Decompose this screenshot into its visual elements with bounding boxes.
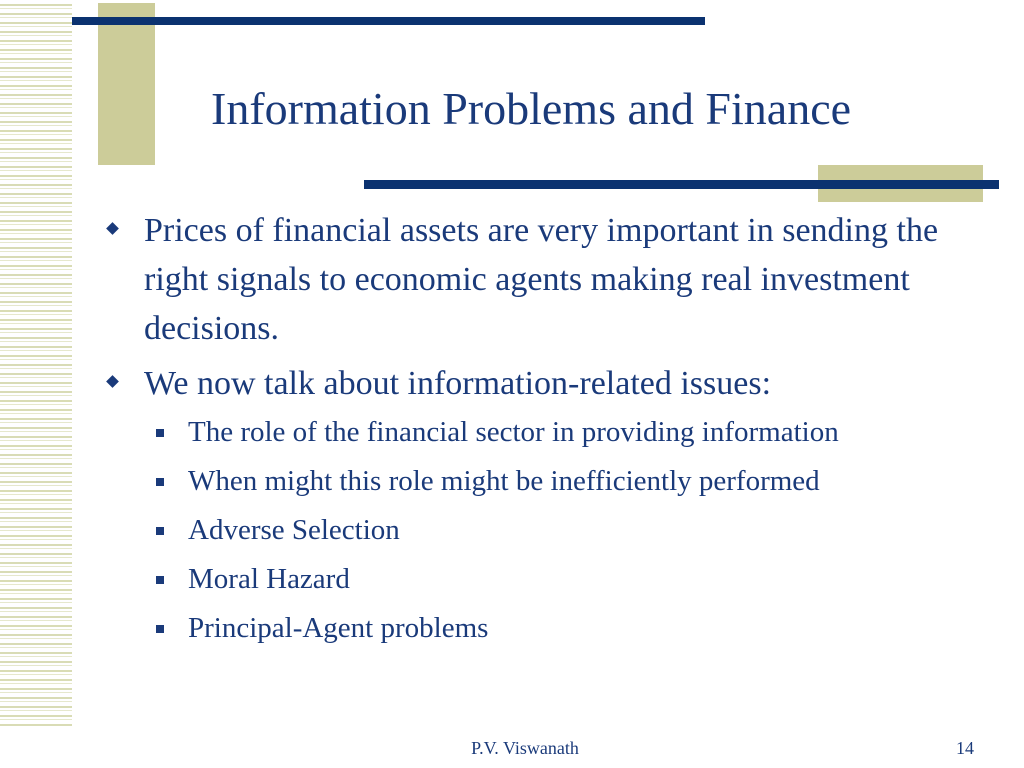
- square-bullet-icon: [156, 527, 164, 535]
- title-rule-bottom: [364, 180, 999, 189]
- diamond-bullet-icon: [106, 375, 119, 388]
- sub-bullet-text: Adverse Selection: [188, 514, 400, 546]
- square-bullet-icon: [156, 478, 164, 486]
- sub-bullet-item: [104, 457, 1004, 506]
- slide-content: [104, 206, 1004, 653]
- decorative-block-top: [98, 3, 155, 165]
- bullet-text: We now talk about information-related issues:: [144, 365, 772, 402]
- decorative-stripes: [0, 0, 72, 728]
- sub-bullet-text: When might this role might be inefficiently performed: [188, 465, 820, 497]
- sub-bullet-item: [104, 604, 1004, 653]
- footer-author: P.V. Viswanath: [471, 738, 579, 758]
- slide-title: Information Problems and Finance: [211, 83, 852, 134]
- sub-bullet-item: [104, 408, 1004, 457]
- bullet-text: Prices of financial assets are very important in sending the right signals to economic agents making real investment decisions.: [144, 212, 939, 347]
- sub-bullet-item: [104, 506, 1004, 555]
- sub-bullet-text: The role of the financial sector in providing information: [188, 416, 839, 448]
- sub-bullet-text: Principal-Agent problems: [188, 612, 489, 644]
- sub-bullet-item: [104, 555, 1004, 604]
- sub-bullet-text: Moral Hazard: [188, 563, 350, 595]
- title-rule-top: [72, 17, 705, 25]
- bullet-item: [104, 359, 1004, 408]
- bullet-item: [104, 206, 1004, 353]
- diamond-bullet-icon: [106, 222, 119, 235]
- square-bullet-icon: [156, 576, 164, 584]
- square-bullet-icon: [156, 625, 164, 633]
- page-number: 14: [956, 738, 974, 758]
- square-bullet-icon: [156, 429, 164, 437]
